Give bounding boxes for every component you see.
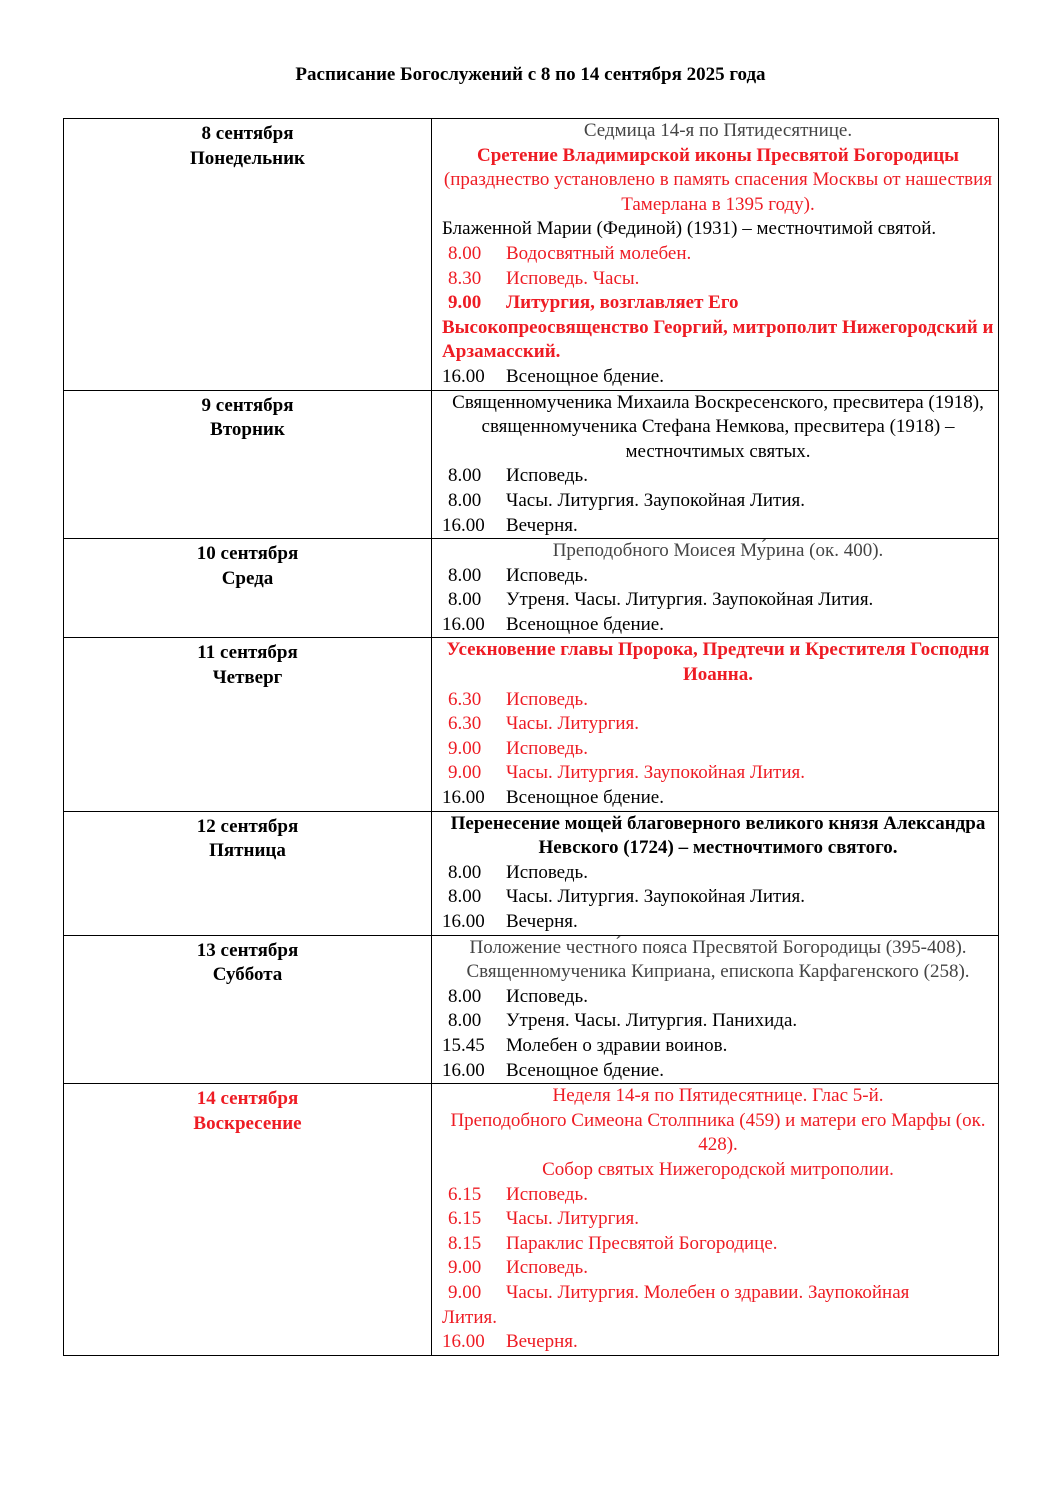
day-date: 10 сентября bbox=[196, 543, 299, 565]
service-row bbox=[442, 688, 994, 713]
service-time: 8.00 bbox=[448, 985, 482, 1007]
services-cell bbox=[432, 638, 999, 811]
service-time: 8.00 bbox=[448, 1010, 482, 1032]
day-row bbox=[64, 1084, 999, 1356]
service-time: 16.00 bbox=[442, 365, 485, 387]
services-cell bbox=[432, 935, 999, 1084]
service-desc: Часы. Литургия. Молебен о здравии. Заупокойная bbox=[506, 1281, 910, 1303]
service-time: 8.30 bbox=[448, 267, 482, 289]
service-desc: Часы. Литургия. bbox=[506, 1208, 640, 1230]
services-cell bbox=[432, 390, 999, 539]
service-desc: Часы. Литургия. Заупокойная Лития. bbox=[506, 886, 805, 908]
day-row bbox=[64, 638, 999, 811]
feast-note: Сретение Владимирской иконы Пресвятой Богородицы bbox=[476, 144, 959, 166]
service-row bbox=[442, 1059, 994, 1084]
service-row bbox=[442, 1009, 994, 1034]
service-time: 16.00 bbox=[442, 1331, 485, 1353]
service-row bbox=[442, 514, 994, 539]
service-time: 9.00 bbox=[448, 292, 482, 314]
service-row bbox=[442, 1183, 994, 1208]
service-time: 16.00 bbox=[442, 911, 485, 932]
schedule-body bbox=[64, 119, 999, 1356]
service-desc: Исповедь. bbox=[506, 737, 588, 759]
day-weekday: Среда bbox=[221, 567, 274, 589]
feast-note: Преподобного Симеона Столпника (459) и матери его Марфы (ок. 428). bbox=[450, 1109, 986, 1156]
services-cell bbox=[432, 119, 999, 391]
service-time: 8.00 bbox=[448, 242, 482, 264]
service-desc: Исповедь. bbox=[506, 465, 588, 487]
feast-note: Собор святых Нижегородской митрополии. bbox=[542, 1158, 894, 1180]
service-time: 8.00 bbox=[448, 886, 482, 908]
service-time: 9.00 bbox=[448, 1257, 482, 1279]
feast-note: Блаженной Марии (Фединой) (1931) – местночтимой святой. bbox=[442, 218, 937, 240]
day-cell bbox=[64, 539, 432, 638]
day-cell bbox=[64, 1084, 432, 1356]
service-row bbox=[442, 1256, 994, 1281]
service-desc: Часы. Литургия. Заупокойная Лития. bbox=[506, 489, 805, 511]
day-date: 12 сентября bbox=[196, 815, 299, 837]
service-desc: Исповедь. bbox=[506, 1183, 588, 1205]
day-date: 14 сентября bbox=[196, 1088, 299, 1110]
service-time: 8.15 bbox=[448, 1232, 482, 1254]
service-time: 8.00 bbox=[448, 861, 482, 883]
service-row bbox=[442, 291, 994, 316]
feast-note: Священномученика Киприана, епископа Карфагенского (258). bbox=[466, 961, 970, 983]
day-weekday: Четверг bbox=[212, 666, 283, 688]
service-row bbox=[442, 786, 994, 811]
service-row bbox=[442, 588, 994, 613]
service-desc: Исповедь. bbox=[506, 861, 588, 883]
service-time: 16.00 bbox=[442, 1059, 485, 1081]
service-desc: Вечерня. bbox=[506, 514, 578, 536]
service-row bbox=[442, 613, 994, 638]
day-cell bbox=[64, 390, 432, 539]
service-row bbox=[442, 1034, 994, 1059]
schedule-table bbox=[63, 118, 999, 1356]
service-row bbox=[442, 1207, 994, 1232]
service-time: 6.15 bbox=[448, 1183, 482, 1205]
service-time: 9.00 bbox=[448, 762, 482, 784]
service-time: 6.30 bbox=[448, 713, 482, 735]
feast-note: (празднество установлено в память спасения Москвы от нашествия Тамерлана в 1395 году). bbox=[443, 169, 993, 215]
day-date: 13 сентября bbox=[196, 939, 299, 961]
service-desc: Исповедь. Часы. bbox=[506, 267, 640, 289]
service-desc: Утреня. Часы. Литургия. Панихида. bbox=[506, 1010, 798, 1032]
service-desc: Исповедь. bbox=[506, 564, 588, 586]
service-row bbox=[442, 1330, 994, 1355]
day-row bbox=[64, 390, 999, 539]
service-desc: Часы. Литургия. bbox=[506, 713, 640, 735]
service-row bbox=[442, 761, 994, 786]
day-row bbox=[64, 119, 999, 391]
service-time: 9.00 bbox=[448, 1281, 482, 1303]
service-row bbox=[442, 1232, 994, 1257]
feast-note: Преподобного Моисея Му́рина (ок. 400). bbox=[552, 540, 884, 562]
feast-note: Священномученика Михаила Воскресенского, пресвитера (1918), священномученика Стефана Немкова, пресвитера (1918) – местночтимых святых. bbox=[452, 391, 984, 462]
page-title: Расписание Богослужений с 8 по 14 сентября 2025 года bbox=[295, 64, 766, 85]
service-row bbox=[442, 267, 994, 292]
service-desc: Всенощное бдение. bbox=[506, 1059, 664, 1081]
service-row bbox=[442, 365, 994, 390]
service-time: 6.15 bbox=[448, 1208, 482, 1230]
service-row bbox=[442, 564, 994, 589]
feast-note: Перенесение мощей благоверного великого князя Александра Невского (1724) – местночтимого святого. bbox=[450, 812, 986, 859]
service-time: 16.00 bbox=[442, 787, 485, 809]
day-date: 9 сентября bbox=[201, 394, 294, 416]
day-row bbox=[64, 811, 999, 935]
day-cell bbox=[64, 811, 432, 935]
day-weekday: Суббота bbox=[212, 964, 283, 986]
day-cell bbox=[64, 119, 432, 391]
day-weekday: Пятница bbox=[209, 840, 286, 862]
service-desc-continued: Лития. bbox=[442, 1306, 498, 1328]
service-time: 9.00 bbox=[448, 737, 482, 759]
feast-note: Усекновение главы Пророка, Предтечи и Крестителя Господня Иоанна. bbox=[446, 639, 990, 686]
day-cell bbox=[64, 935, 432, 1084]
service-time: 8.00 bbox=[448, 489, 482, 511]
service-row bbox=[442, 985, 994, 1010]
service-row bbox=[442, 910, 994, 935]
service-desc: Молебен о здравии воинов. bbox=[506, 1034, 728, 1056]
service-row bbox=[442, 737, 994, 762]
service-row bbox=[442, 861, 994, 886]
service-time: 8.00 bbox=[448, 564, 482, 586]
day-date: 8 сентября bbox=[201, 123, 294, 144]
feast-note: Положение честно́го пояса Пресвятой Богородицы (395-408). bbox=[469, 936, 967, 958]
services-cell bbox=[432, 539, 999, 638]
service-row bbox=[442, 489, 994, 514]
service-row bbox=[442, 885, 994, 910]
service-desc: Утреня. Часы. Литургия. Заупокойная Лития. bbox=[506, 589, 874, 611]
day-row bbox=[64, 935, 999, 1084]
service-time: 8.00 bbox=[448, 589, 482, 611]
service-desc: Всенощное бдение. bbox=[506, 787, 664, 809]
service-desc-continued: Высокопреосвященство Георгий, митрополит Нижегородский и Арзамасский. bbox=[442, 316, 994, 363]
service-row bbox=[442, 464, 994, 489]
service-desc: Исповедь. bbox=[506, 1257, 588, 1279]
service-desc: Вечерня. bbox=[506, 1331, 578, 1353]
day-weekday: Понедельник bbox=[189, 147, 305, 169]
service-desc: Параклис Пресвятой Богородице. bbox=[506, 1232, 778, 1254]
service-time: 16.00 bbox=[442, 514, 485, 536]
day-weekday: Вторник bbox=[210, 419, 285, 441]
service-time: 8.00 bbox=[448, 465, 482, 487]
day-weekday: Воскресение bbox=[193, 1112, 302, 1134]
service-desc: Литургия, возглавляет Его bbox=[506, 292, 739, 314]
service-desc: Всенощное бдение. bbox=[506, 365, 664, 387]
service-desc: Часы. Литургия. Заупокойная Лития. bbox=[506, 762, 805, 784]
day-row bbox=[64, 539, 999, 638]
service-time: 15.45 bbox=[442, 1034, 485, 1056]
service-row bbox=[442, 242, 994, 267]
feast-note: Неделя 14-я по Пятидесятнице. Глас 5-й. bbox=[552, 1085, 884, 1107]
service-row bbox=[442, 712, 994, 737]
services-cell bbox=[432, 811, 999, 935]
services-cell bbox=[432, 1084, 999, 1356]
service-desc: Водосвятный молебен. bbox=[506, 242, 692, 264]
day-date: 11 сентября bbox=[197, 642, 298, 664]
service-desc: Всенощное бдение. bbox=[506, 613, 664, 635]
service-time: 16.00 bbox=[442, 613, 485, 635]
service-desc: Исповедь. bbox=[506, 688, 588, 710]
day-cell bbox=[64, 638, 432, 811]
service-time: 6.30 bbox=[448, 688, 482, 710]
service-desc: Исповедь. bbox=[506, 985, 588, 1007]
service-desc: Вечерня. bbox=[506, 911, 578, 932]
service-row bbox=[442, 1281, 994, 1306]
feast-note: Седмица 14-я по Пятидесятнице. bbox=[583, 120, 853, 141]
